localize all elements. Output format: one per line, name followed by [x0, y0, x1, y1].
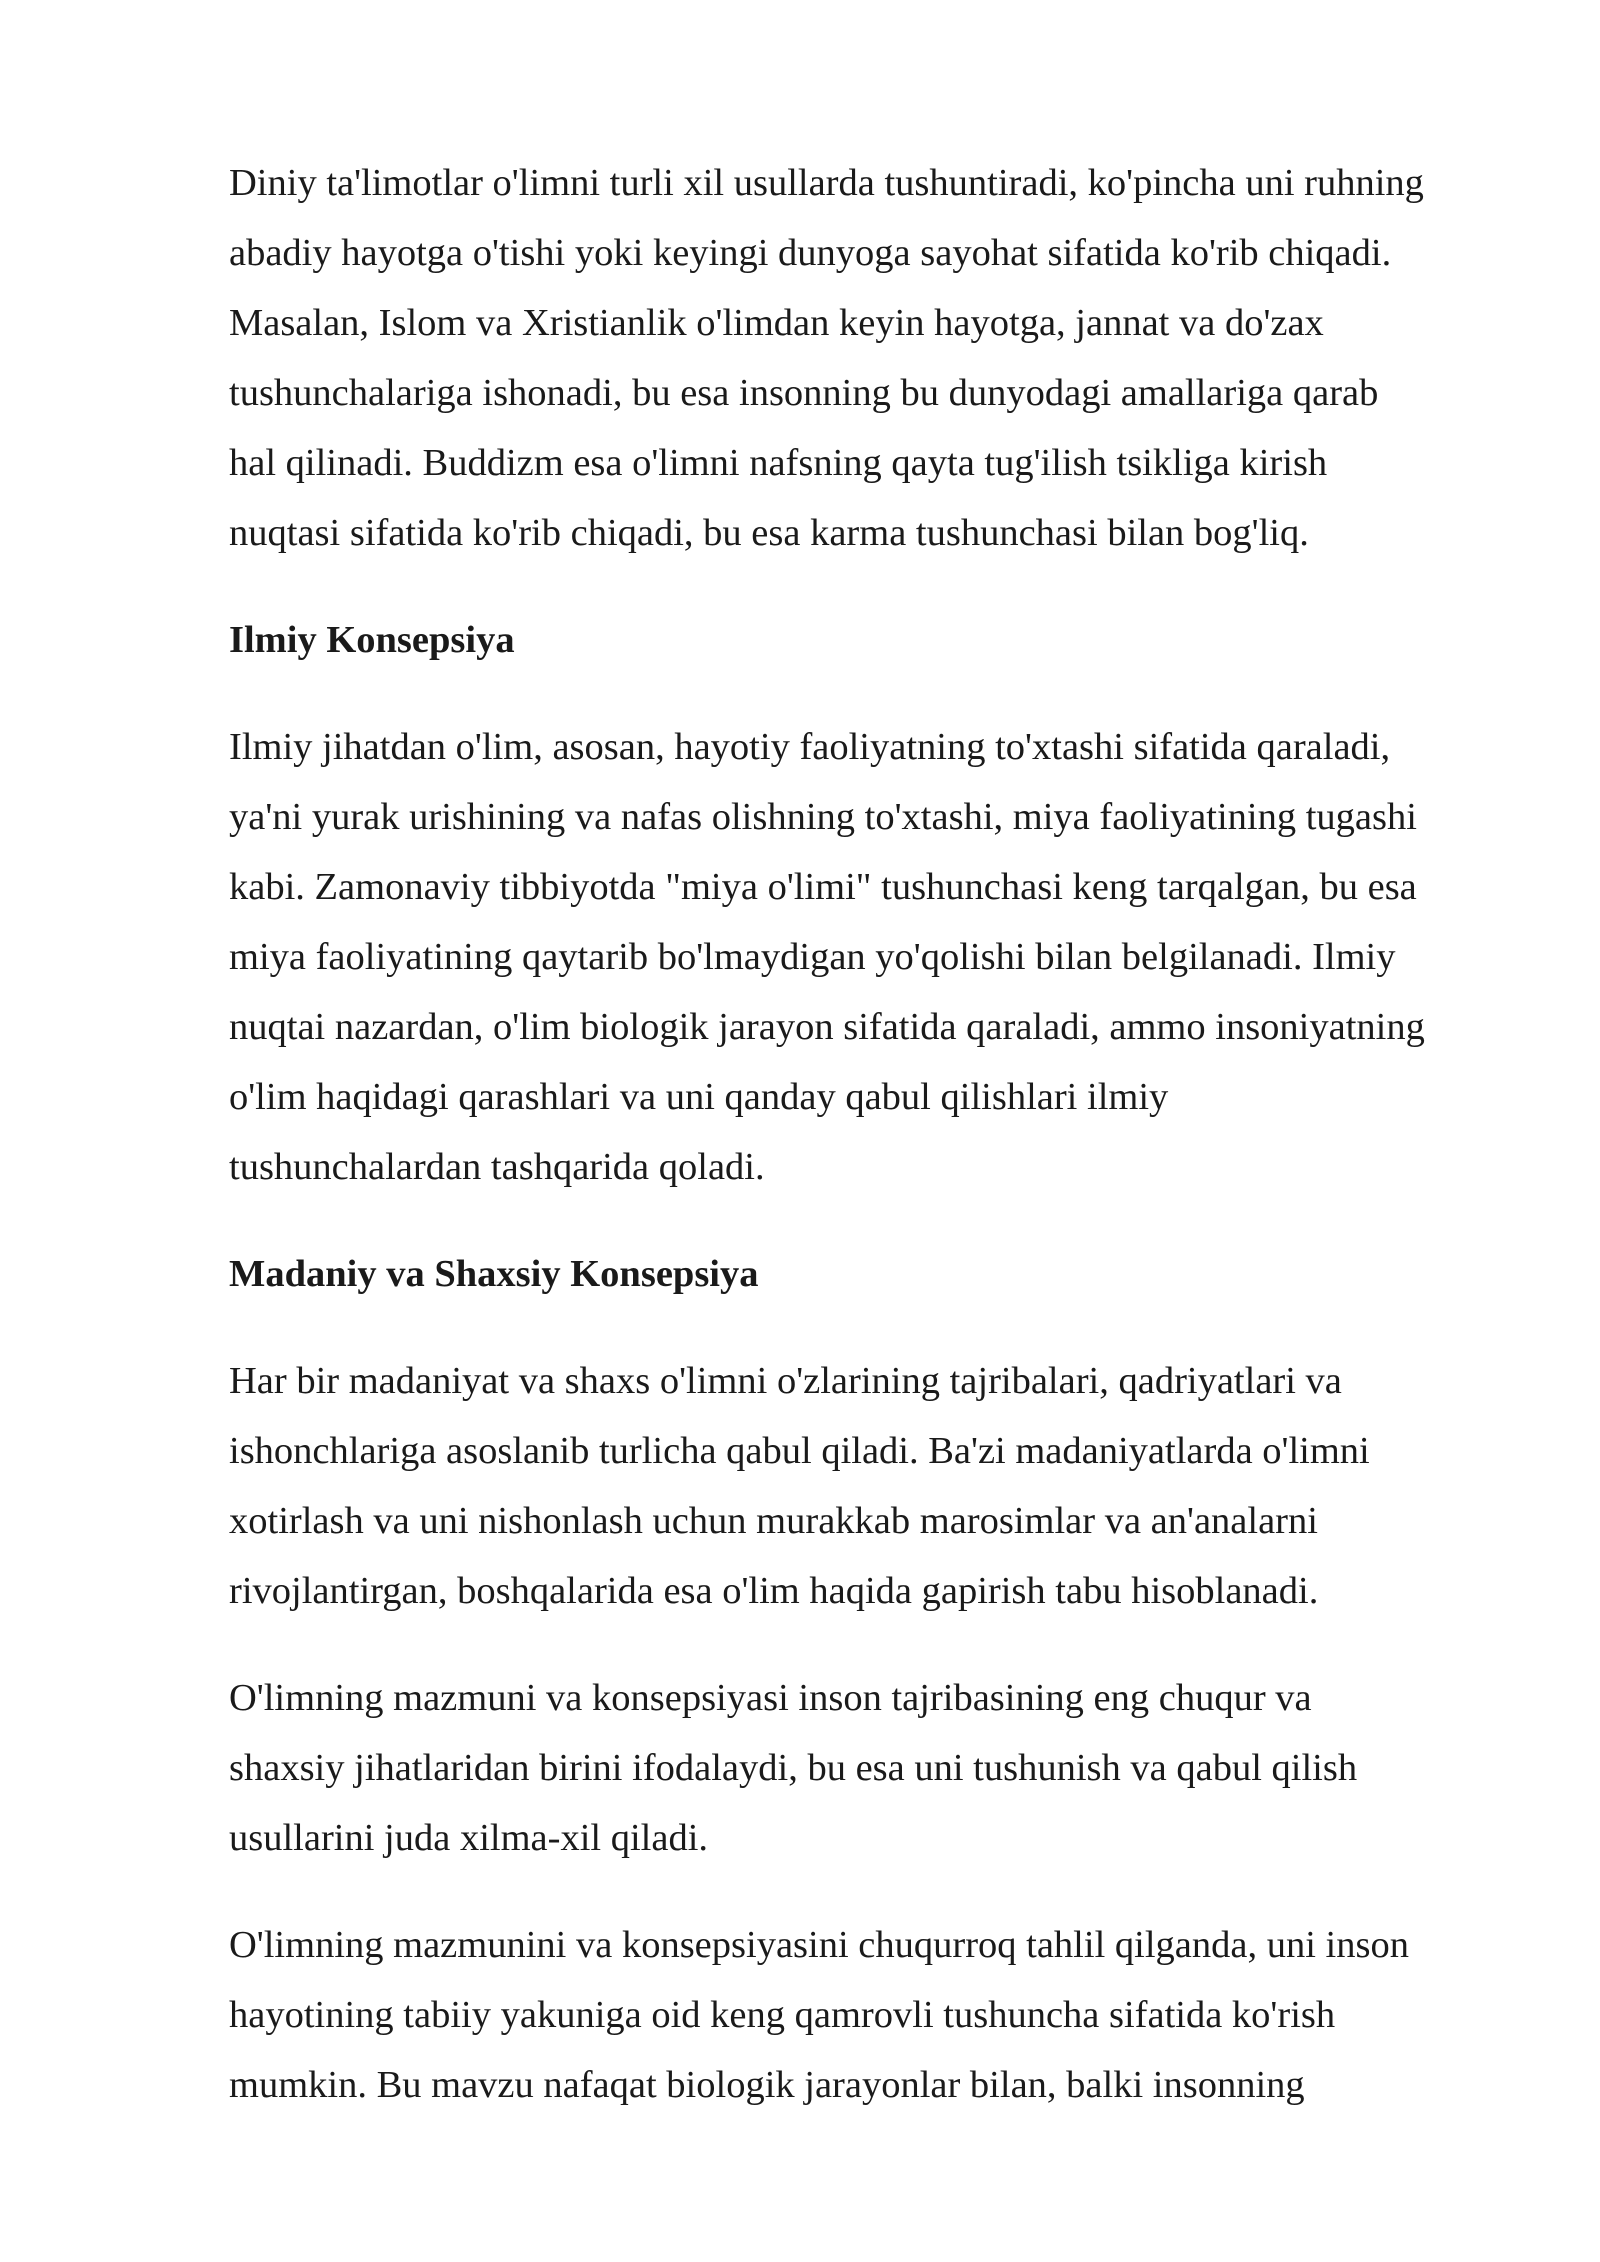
- text-line: usullarini juda xilma-xil qiladi.: [229, 1817, 709, 1859]
- text-line: hayotining tabiiy yakuniga oid keng qamrovli tushuncha sifatida ko'rish: [229, 1994, 1336, 2036]
- heading-cultural-concept: Madaniy va Shaxsiy Konsepsiya: [229, 1253, 759, 1295]
- paragraph-scientific-concept: [229, 712, 1519, 1202]
- text-line: O'limning mazmunini va konsepsiyasini chuqurroq tahlil qilganda, uni inson: [229, 1924, 1409, 1966]
- text-line: rivojlantirgan, boshqalarida esa o'lim haqida gapirish tabu hisoblanadi.: [229, 1570, 1319, 1612]
- text-line: nuqtasi sifatida ko'rib chiqadi, bu esa karma tushunchasi bilan bog'liq.: [229, 512, 1309, 554]
- document-page: [229, 148, 1519, 2157]
- paragraph-religious-views: [229, 148, 1519, 568]
- text-line: O'limning mazmuni va konsepsiyasi inson tajribasining eng chuqur va: [229, 1677, 1312, 1719]
- paragraph-meaning: [229, 1663, 1519, 1873]
- text-line: tushunchalardan tashqarida qoladi.: [229, 1146, 765, 1188]
- text-line: abadiy hayotga o'tishi yoki keyingi dunyoga sayohat sifatida ko'rib chiqadi.: [229, 232, 1392, 274]
- text-line: Diniy ta'limotlar o'limni turli xil usullarda tushuntiradi, ko'pincha uni ruhning: [229, 162, 1424, 204]
- paragraph-cultural-concept: [229, 1346, 1519, 1626]
- text-line: nuqtai nazardan, o'lim biologik jarayon sifatida qaraladi, ammo insoniyatning: [229, 1006, 1425, 1048]
- text-line: ishonchlariga asoslanib turlicha qabul qiladi. Ba'zi madaniyatlarda o'limni: [229, 1430, 1370, 1472]
- text-line: ya'ni yurak urishining va nafas olishning to'xtashi, miya faoliyatining tugashi: [229, 796, 1417, 838]
- text-line: o'lim haqidagi qarashlari va uni qanday qabul qilishlari ilmiy: [229, 1076, 1169, 1118]
- paragraph-analysis: [229, 1910, 1519, 2120]
- text-line: xotirlash va uni nishonlash uchun murakkab marosimlar va an'analarni: [229, 1500, 1318, 1542]
- text-line: Masalan, Islom va Xristianlik o'limdan keyin hayotga, jannat va do'zax: [229, 302, 1324, 344]
- text-line: miya faoliyatining qaytarib bo'lmaydigan yo'qolishi bilan belgilanadi. Ilmiy: [229, 936, 1396, 978]
- text-line: shaxsiy jihatlaridan birini ifodalaydi, bu esa uni tushunish va qabul qilish: [229, 1747, 1358, 1789]
- text-line: kabi. Zamonaviy tibbiyotda "miya o'limi" tushunchasi keng tarqalgan, bu esa: [229, 866, 1417, 908]
- text-line: Ilmiy jihatdan o'lim, asosan, hayotiy faoliyatning to'xtashi sifatida qaraladi,: [229, 726, 1391, 768]
- text-line: hal qilinadi. Buddizm esa o'limni nafsning qayta tug'ilish tsikliga kirish: [229, 442, 1328, 484]
- text-line: mumkin. Bu mavzu nafaqat biologik jarayonlar bilan, balki insonning: [229, 2064, 1305, 2106]
- heading-scientific-concept: Ilmiy Konsepsiya: [229, 619, 515, 661]
- text-line: tushunchalariga ishonadi, bu esa insonning bu dunyodagi amallariga qarab: [229, 372, 1379, 414]
- text-line: Har bir madaniyat va shaxs o'limni o'zlarining tajribalari, qadriyatlari va: [229, 1360, 1342, 1402]
